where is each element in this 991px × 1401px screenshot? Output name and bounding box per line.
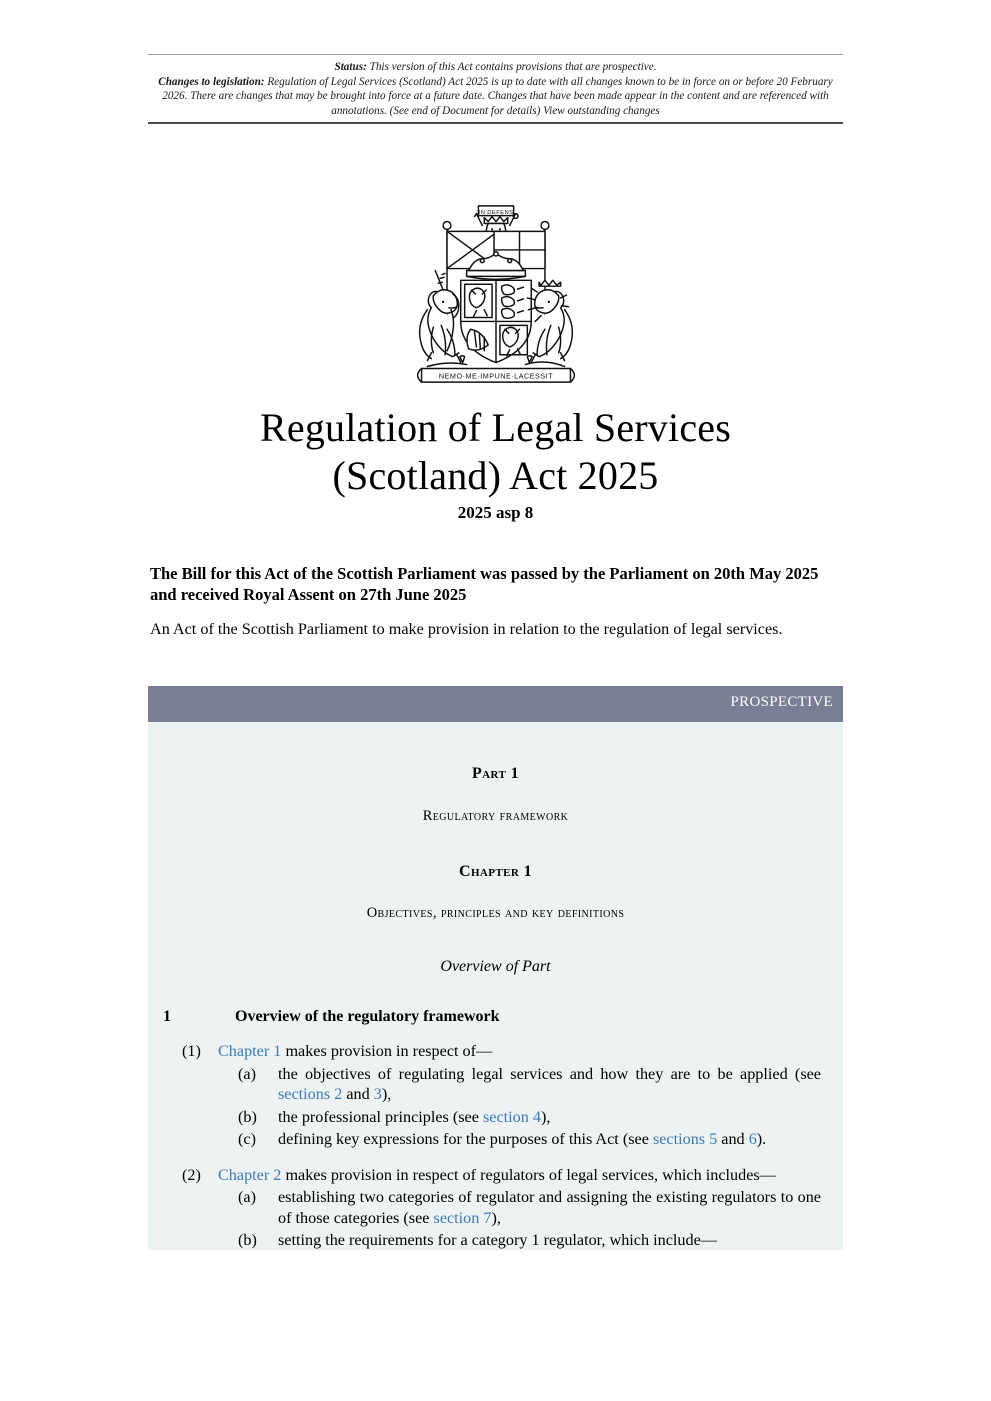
paragraph-text-3: ), <box>381 1085 392 1103</box>
paragraph-text-1: the professional principles (see <box>278 1107 483 1126</box>
subsection-lead-text: makes provision in respect of regulators of legal services, which includes— <box>281 1165 776 1184</box>
paragraph-list <box>190 1187 821 1250</box>
paragraph-list <box>190 1064 821 1150</box>
section-link[interactable]: section 7 <box>433 1208 492 1227</box>
title-line-2: (Scotland) Act 2025 <box>332 453 659 498</box>
section-number: 1 <box>163 1008 171 1025</box>
paragraph-label: (b) <box>238 1107 257 1126</box>
subsection-text <box>218 1165 821 1186</box>
list-item <box>190 1230 821 1250</box>
paragraph-text-2: ), <box>540 1107 551 1126</box>
paragraph-text-1: establishing two categories of regulator and assigning the existing regulators to one of those categories (see <box>278 1188 821 1227</box>
changes-text: Regulation of Legal Services (Scotland) Act 2025 is up to date with all changes known to be in force on or before 20 February 2026. There are changes that may be brought into force at a future date. Changes that have been made appear in the content and are referenced with annotations. (See end of Document for details) View outstanding changes <box>162 75 833 117</box>
chapter-link[interactable]: Chapter 2 <box>218 1165 282 1184</box>
section-link[interactable]: sections 5 <box>652 1130 718 1148</box>
paragraph-text-3: ). <box>756 1130 767 1148</box>
status-badge: PROSPECTIVE <box>730 694 833 710</box>
coat-of-arms-container <box>0 200 991 395</box>
changes-line <box>148 75 843 119</box>
paragraph-label: (c) <box>238 1130 256 1148</box>
subsection-number: (1) <box>182 1042 201 1060</box>
paragraph-label: (a) <box>238 1188 256 1206</box>
list-item <box>190 1187 821 1228</box>
royal-assent-statement: The Bill for this Act of the Scottish Parliament was passed by the Parliament on 20th May 2025 and received Royal Assent on 27th June 2025 <box>150 564 819 604</box>
royal-coat-of-arms-icon <box>398 200 594 390</box>
chapter-subheading: Objectives, principles and key definitions <box>366 905 625 921</box>
list-item <box>190 1129 821 1150</box>
long-title: An Act of the Scottish Parliament to make provision in relation to the regulation of legal services. <box>150 620 783 638</box>
paragraph-text-1: setting the requirements for a category 1 regulator, which include— <box>278 1231 717 1249</box>
prospective-content-panel <box>148 722 843 1250</box>
paragraph-text-2: ), <box>491 1208 501 1227</box>
part-subheading: Regulatory framework <box>422 808 569 824</box>
status-label: Status: <box>334 61 367 73</box>
subsection <box>182 1165 821 1251</box>
title-line-1: Regulation of Legal Services <box>259 405 731 450</box>
chapter-heading: Chapter 1 <box>459 863 532 880</box>
paragraph-text-2: and <box>342 1085 374 1103</box>
part-heading: Part 1 <box>471 765 519 782</box>
motto-text: NEMO·ME·IMPUNE·LACESSIT <box>438 371 553 381</box>
svg-text:IN DEFENS: IN DEFENS <box>478 210 513 217</box>
status-text: This version of this Act contains provisions that are prospective. <box>366 61 657 73</box>
cross-heading: Overview of Part <box>440 958 551 975</box>
page-title <box>148 404 843 500</box>
section-link[interactable]: sections 2 <box>278 1085 343 1103</box>
section-title: Overview of the regulatory framework <box>235 1008 500 1025</box>
section-link[interactable]: 6 <box>748 1130 757 1148</box>
list-item <box>190 1107 821 1128</box>
paragraph-label: (a) <box>238 1064 256 1083</box>
subsection-text <box>218 1041 821 1062</box>
section-header <box>148 976 843 1026</box>
changes-label: Changes to legislation: <box>158 75 265 88</box>
prospective-banner <box>148 686 843 722</box>
subsection-number: (2) <box>182 1165 201 1184</box>
paragraph-text-1: defining key expressions for the purposes of this Act (see <box>278 1130 653 1148</box>
status-header-block <box>148 54 843 124</box>
act-citation: 2025 asp 8 <box>457 503 534 522</box>
chapter-link[interactable]: Chapter 1 <box>218 1042 282 1060</box>
section-link[interactable]: 3 <box>373 1085 382 1103</box>
paragraph-label: (b) <box>238 1231 257 1249</box>
subsection-lead-text: makes provision in respect of— <box>281 1042 493 1060</box>
status-line <box>148 60 843 75</box>
paragraph-text-2: and <box>717 1130 749 1148</box>
list-item <box>190 1064 821 1105</box>
section-link[interactable]: section 4 <box>482 1107 541 1126</box>
subsection <box>182 1041 821 1150</box>
paragraph-text-1: the objectives of regulating legal services and how they are to be applied (see <box>278 1064 821 1083</box>
